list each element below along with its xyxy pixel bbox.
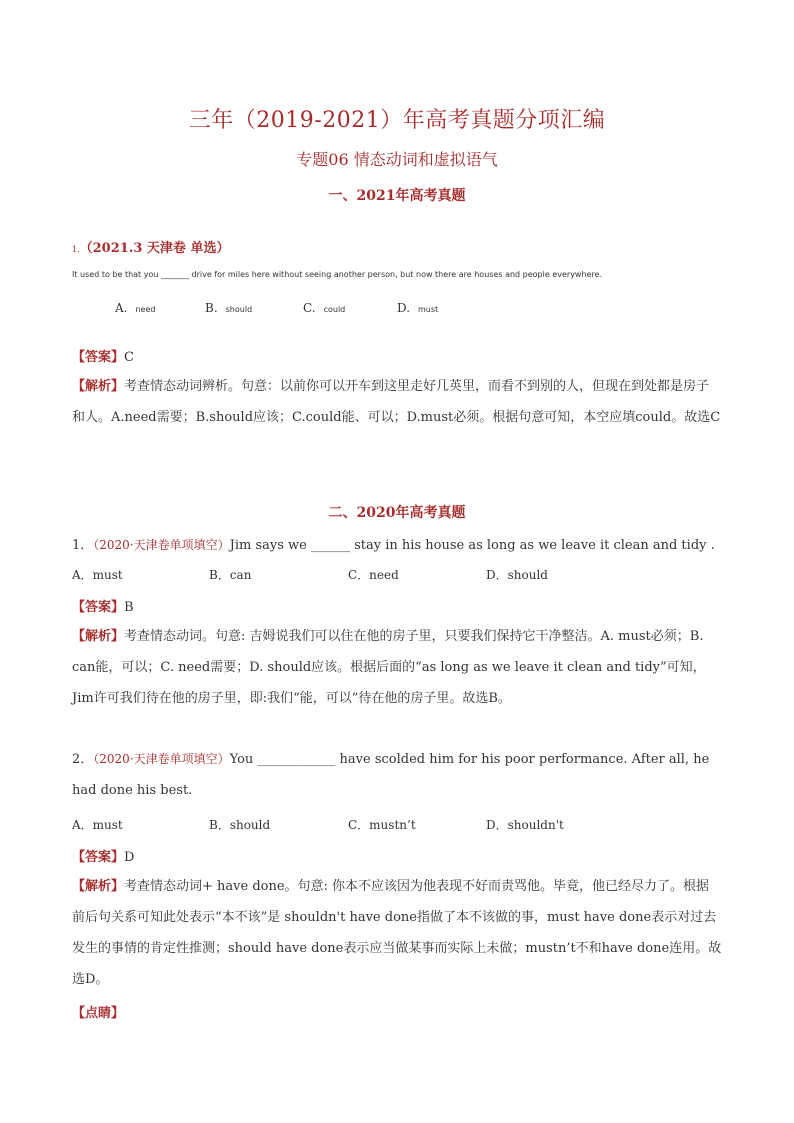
analysis-text: 考查情态动词。句意: 吉姆说我们可以住在他的房子里，只要我们保持它干净整洁。A. must必须；B. can能，可以；C. need需要；D. should应该。根据后面的“as long as we leave it clean and tidy”可知，Jim许可我们待在他的房子里，即:我们“能，可以”待在他的房子里。故选B。	[72, 629, 706, 706]
question-source: （2020·天津卷单项填空）	[93, 752, 230, 766]
question-stem: Jim says we ______ stay in his house as long as we leave it clean and tidy .	[229, 538, 715, 553]
option-a: A. need	[115, 301, 156, 315]
answer-line: 【答案】B	[72, 600, 134, 615]
comment-heading: 【点睛】	[72, 1006, 125, 1021]
question-source: （2021.3 天津卷 单选）	[79, 241, 230, 256]
answer-value: D	[124, 850, 135, 865]
option-c: C．need	[348, 568, 399, 582]
option-c: C. could	[303, 301, 346, 315]
option-b: B. should	[205, 301, 253, 315]
analysis-text: 考查情态动词辨析。句意：以前你可以开车到这里走好几英里，而看不到别的人，但现在到处都是房子和人。A.need需要；B.should应该；C.could能、可以；D.must必须。根据句意可知，本空应填could。故选C	[72, 379, 721, 425]
question-number: 1.	[72, 245, 80, 254]
option-d: D. must	[397, 301, 439, 315]
question-2020-2: 2．（2020·天津卷单项填空）You ____________ have scolded him for his poor performance. After all, he had done his best.	[72, 752, 710, 798]
question-stem: You ____________ have scolded him for his poor performance. After all, he had done his best.	[72, 752, 710, 798]
section-heading-2020: 二、2020年高考真题	[328, 505, 466, 521]
document-title: 三年（2019-2021）年高考真题分项汇编	[188, 108, 606, 133]
question-2020-1: 1．（2020·天津卷单项填空）Jim says we ______ stay in his house as long as we leave it clean and tidy .	[72, 538, 715, 553]
answer-value: C	[124, 350, 134, 365]
question-source: （2020·天津卷单项填空）	[93, 538, 230, 552]
analysis-paragraph: 【解析】考查情态动词辨析。句意：以前你可以开车到这里走好几英里，而看不到别的人，但现在到处都是房子和人。A.need需要；B.should应该；C.could能、可以；D.must必须。根据句意可知，本空应填could。故选C	[72, 379, 721, 425]
analysis-paragraph: 【解析】考查情态动词。句意: 吉姆说我们可以住在他的房子里，只要我们保持它干净整洁。A. must必须；B. can能，可以；C. need需要；D. should应该。根据后面的“as long as we leave it clean and tidy”可知，Jim许可我们待在他的房子里，即:我们“能，可以”待在他的房子里。故选B。	[72, 629, 706, 706]
option-a: A．must	[72, 568, 123, 582]
option-d: D．should	[486, 568, 548, 582]
analysis-paragraph: 【解析】考查情态动词+ have done。句意: 你本不应该因为他表现不好而责骂他。毕竟，他已经尽力了。根据前后句关系可知此处表示“本不该”是 shouldn't have done指做了本不该做的事，must have done表示对过去发生的事情的肯定性推测；should have done表示应当做某事而实际上未做；mustn’t不和have done连用。故选D。	[72, 879, 722, 987]
option-b: B．can	[209, 568, 252, 582]
option-b: B．should	[209, 818, 271, 832]
analysis-text: 考查情态动词+ have done。句意: 你本不应该因为他表现不好而责骂他。毕竟，他已经尽力了。根据前后句关系可知此处表示“本不该”是 shouldn't have done指做了本不该做的事，must have done表示对过去发生的事情的肯定性推测；should have done表示应当做某事而实际上未做；mustn’t不和have done连用。故选D。	[72, 879, 722, 987]
document-subtitle: 专题06 情态动词和虚拟语气	[296, 150, 498, 169]
option-d: D．shouldn't	[486, 818, 564, 832]
option-c: C．mustn’t	[348, 818, 416, 832]
answer-value: B	[124, 600, 134, 615]
answer-line: 【答案】D	[72, 850, 135, 865]
answer-line: 【答案】C	[72, 350, 134, 365]
option-a: A．must	[72, 818, 123, 832]
question-2021-header	[72, 237, 229, 256]
question-stem: It used to be that you _______ drive for miles here without seeing another person, but now there are houses and people everywhere.	[72, 270, 603, 279]
section-heading-2021: 一、2021年高考真题	[328, 188, 466, 204]
